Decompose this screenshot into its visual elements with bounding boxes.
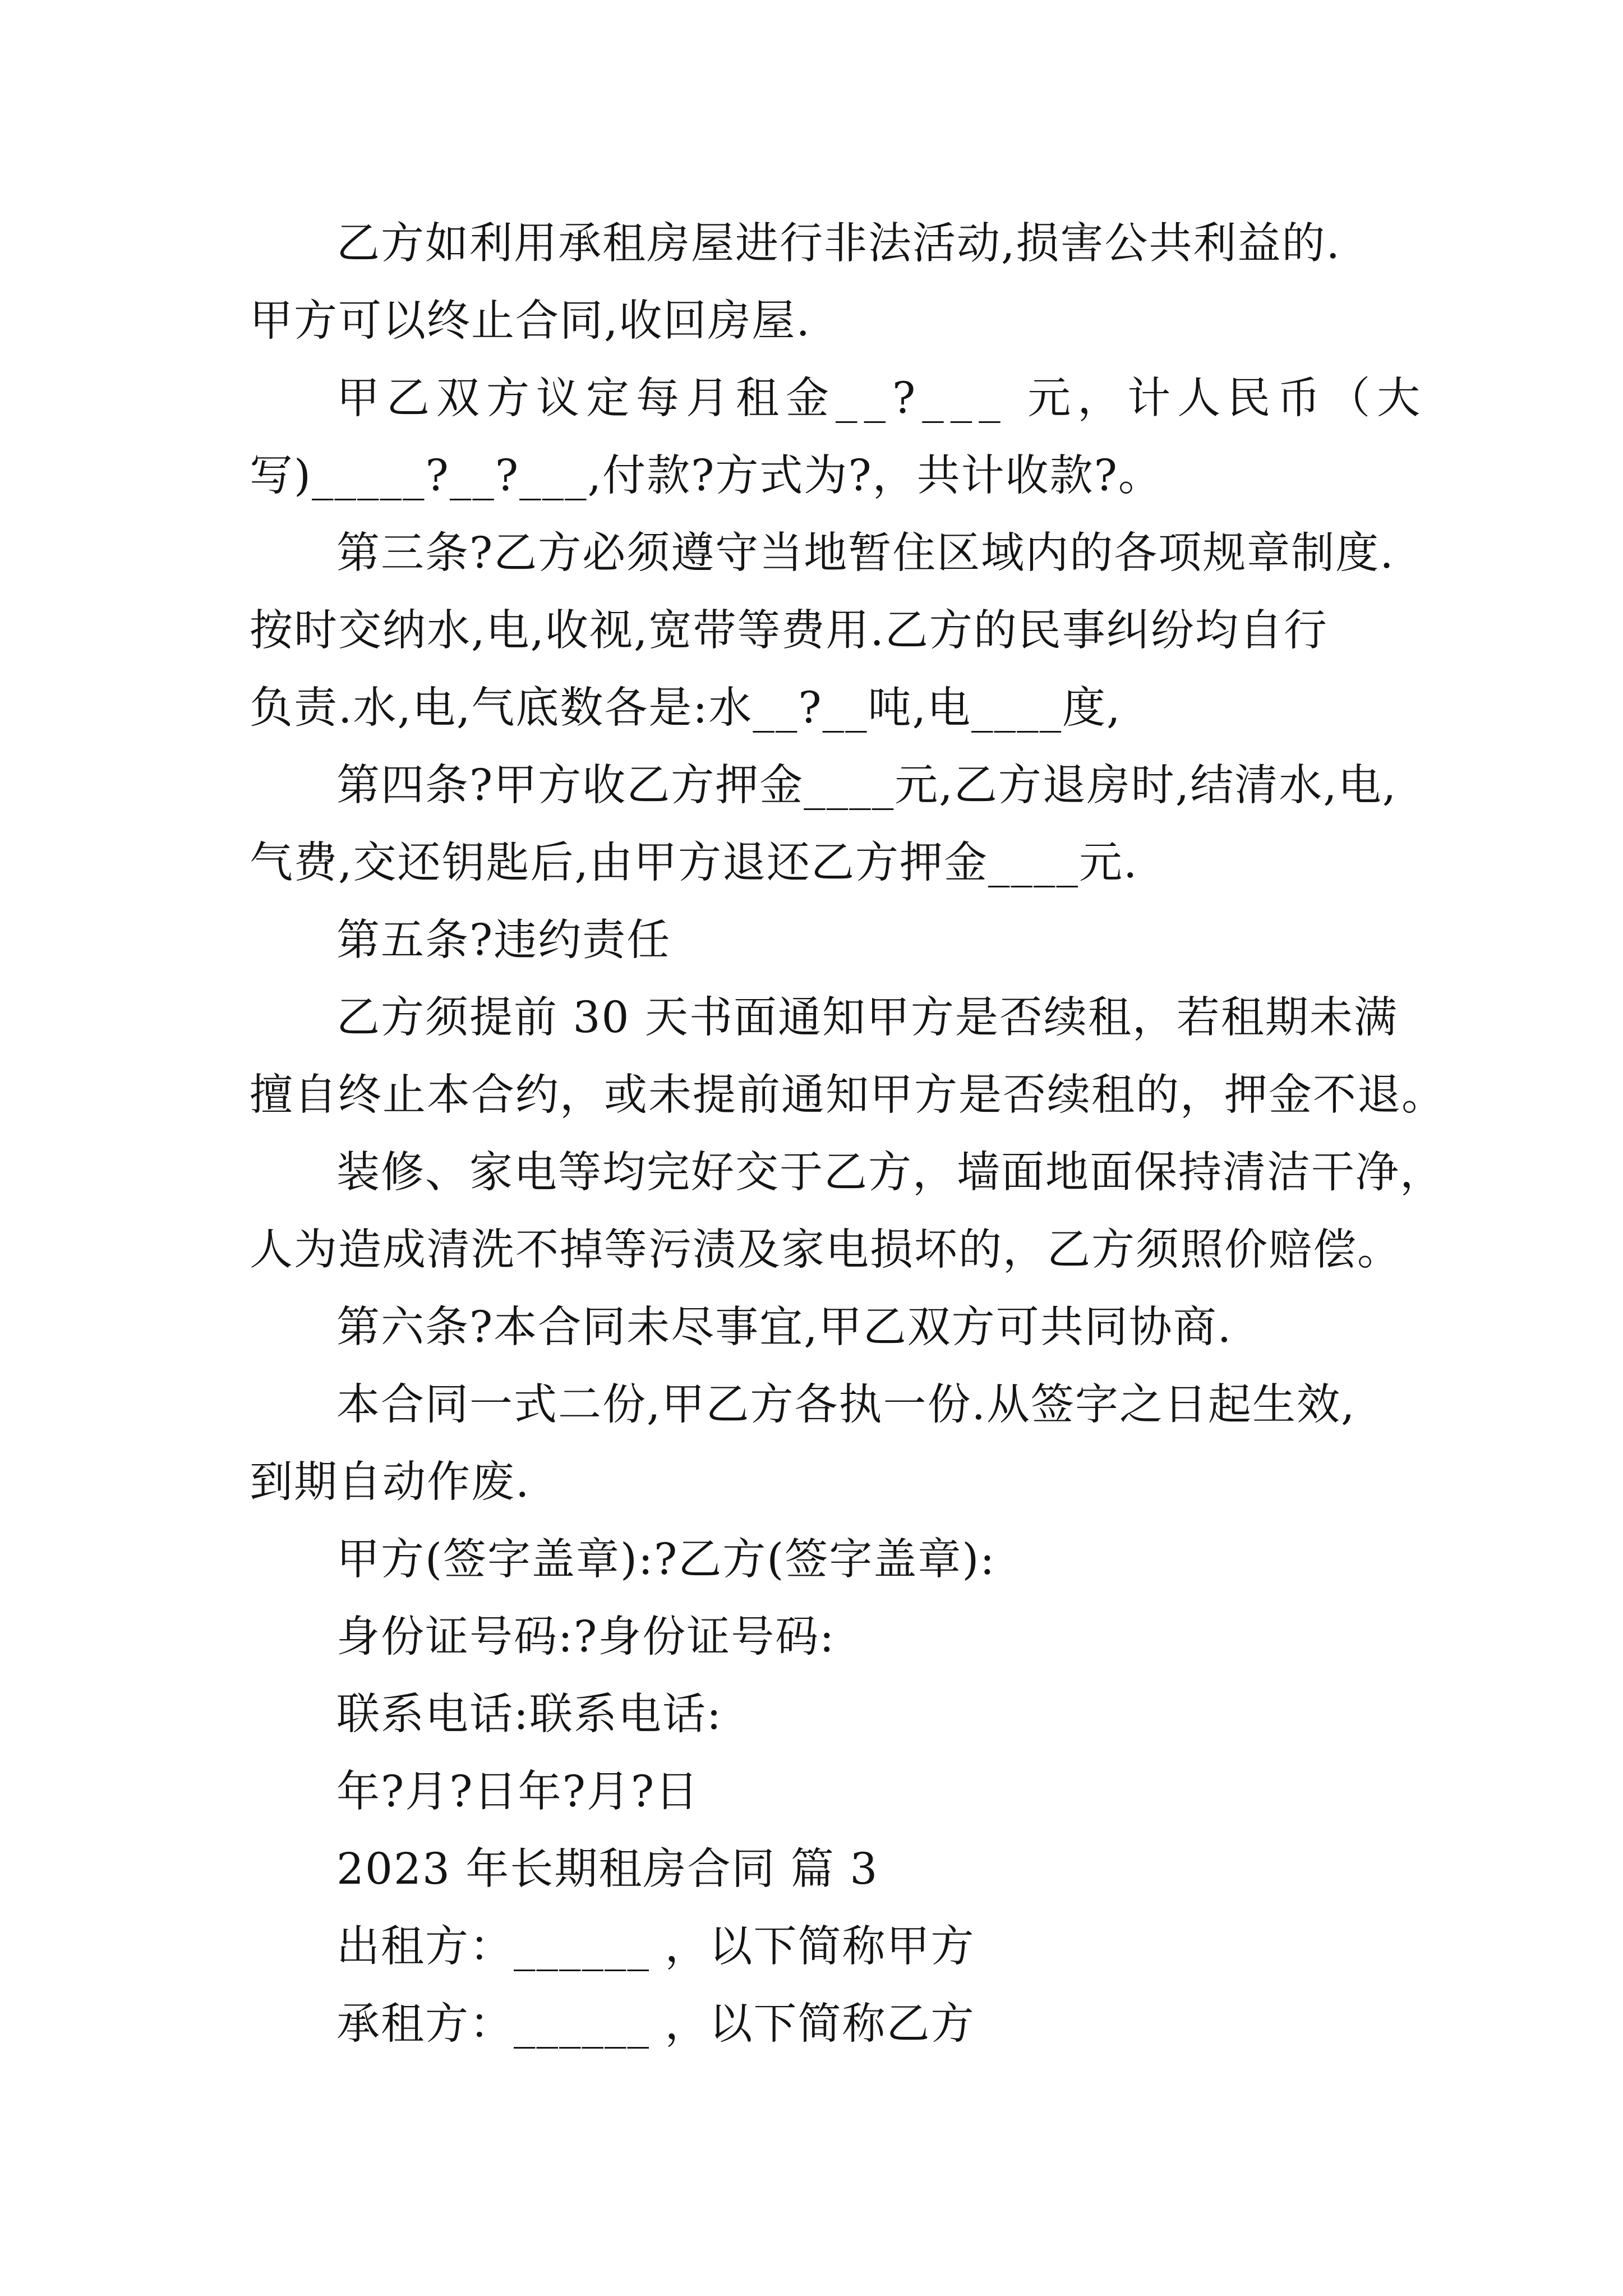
paragraph-line: 本合同一式二份,甲乙方各执一份.从签字之日起生效, xyxy=(336,1380,1356,1430)
paragraph-line: 擅自终止本合约，或未提前通知甲方是否续租的，押金不退。 xyxy=(250,1070,1446,1120)
signature-line: 甲方(签字盖章):?乙方(签字盖章): xyxy=(336,1535,996,1585)
paragraph-line: 乙方如利用承租房屋进行非法活动,损害公共利益的. xyxy=(336,219,1341,269)
paragraph-line: 到期自动作废. xyxy=(250,1457,531,1507)
paragraph-line: 乙方须提前 30 天书面通知甲方是否续租，若租期未满 xyxy=(336,993,1398,1043)
paragraph-line: 按时交纳水,电,收视,宽带等费用.乙方的民事纠纷均自行 xyxy=(250,606,1328,656)
paragraph-line: 负责.水,电,气底数各是:水__?__吨,电____度, xyxy=(250,683,1122,733)
paragraph-line: 第六条?本合同未尽事宜,甲乙双方可共同协商. xyxy=(336,1303,1233,1352)
lessor-line: 出租方：______ ，以下简称甲方 xyxy=(336,1922,975,1972)
paragraph-line: 甲乙双方议定每月租金__?___ 元，计人民币（大 xyxy=(336,374,1427,424)
paragraph-line: 甲方可以终止合同,收回房屋. xyxy=(250,296,811,346)
contract-title: 2023 年长期租房合同 篇 3 xyxy=(336,1844,879,1894)
id-number-line: 身份证号码:?身份证号码: xyxy=(336,1612,836,1662)
lessee-line: 承租方：______ ，以下简称乙方 xyxy=(336,1999,975,2049)
phone-line: 联系电话:联系电话: xyxy=(336,1690,722,1740)
date-line: 年?月?日年?月?日 xyxy=(336,1767,700,1817)
paragraph-line: 装修、家电等均完好交于乙方，墙面地面保持清洁干净， xyxy=(336,1148,1444,1198)
paragraph-line: 人为造成清洗不掉等污渍及家电损坏的，乙方须照价赔偿。 xyxy=(250,1225,1401,1275)
paragraph-line: 第四条?甲方收乙方押金____元,乙方退房时,结清水,电, xyxy=(336,761,1398,811)
section-heading: 第五条?违约责任 xyxy=(336,915,671,965)
paragraph-line: 写)_____?__?___,付款?方式为?，共计收款?。 xyxy=(250,451,1163,501)
paragraph-line: 气费,交还钥匙后,由甲方退还乙方押金____元. xyxy=(250,838,1138,888)
paragraph-line: 第三条?乙方必须遵守当地暂住区域内的各项规章制度. xyxy=(336,528,1395,578)
